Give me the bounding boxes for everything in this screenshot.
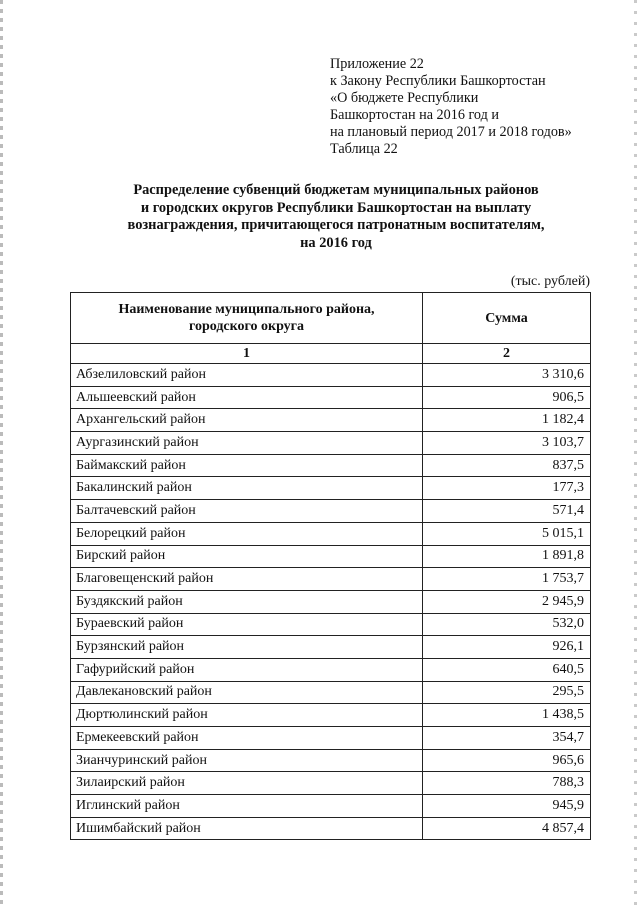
- district-name: Дюртюлинский район: [71, 704, 423, 727]
- district-sum: 1 182,4: [423, 409, 591, 432]
- scan-edge-right: [634, 0, 637, 905]
- district-name: Зианчуринский район: [71, 749, 423, 772]
- district-name: Балтачевский район: [71, 500, 423, 523]
- table-row: [71, 817, 591, 840]
- district-sum: 295,5: [423, 681, 591, 704]
- table-row: [71, 636, 591, 659]
- appendix-block: [330, 56, 630, 158]
- table-row: [71, 590, 591, 613]
- table-row: [71, 681, 591, 704]
- table-row: [71, 658, 591, 681]
- district-sum: 3 310,6: [423, 364, 591, 387]
- appendix-line: Таблица 22: [330, 141, 398, 157]
- table-row: [71, 386, 591, 409]
- district-sum: 532,0: [423, 613, 591, 636]
- district-sum: 4 857,4: [423, 817, 591, 840]
- district-name: Буздякский район: [71, 590, 423, 613]
- appendix-line: на плановый период 2017 и 2018 годов»: [330, 124, 572, 140]
- table-row: [71, 568, 591, 591]
- district-name: Белорецкий район: [71, 522, 423, 545]
- header-sum: Сумма: [423, 293, 591, 344]
- appendix-line: к Закону Республики Башкортостан: [330, 73, 546, 89]
- district-sum: 354,7: [423, 727, 591, 750]
- table-row: [71, 432, 591, 455]
- district-sum: 1 891,8: [423, 545, 591, 568]
- title-line: Распределение субвенций бюджетам муниципальных районов: [133, 182, 539, 198]
- table-row: [71, 727, 591, 750]
- table-row: [71, 613, 591, 636]
- header-name-line: Наименование муниципального района,: [118, 302, 375, 317]
- table-row: [71, 477, 591, 500]
- district-name: Бирский район: [71, 545, 423, 568]
- table-row: [71, 454, 591, 477]
- table-row: [71, 704, 591, 727]
- district-name: Благовещенский район: [71, 568, 423, 591]
- table-row: [71, 500, 591, 523]
- table-row: [71, 522, 591, 545]
- column-number: 2: [423, 344, 591, 364]
- header-name: [71, 293, 423, 344]
- document-title: [100, 182, 572, 252]
- district-sum: 1 438,5: [423, 704, 591, 727]
- title-line: и городских округов Республики Башкортостан на выплату: [140, 199, 532, 216]
- district-name: Бакалинский район: [71, 477, 423, 500]
- table-row: [71, 545, 591, 568]
- district-name: Давлекановский район: [71, 681, 423, 704]
- header-name-line: городского округа: [188, 319, 305, 334]
- scan-edge-left: [0, 0, 3, 905]
- table-body: [71, 344, 591, 840]
- district-sum: 945,9: [423, 795, 591, 818]
- district-sum: 2 945,9: [423, 590, 591, 613]
- district-sum: 926,1: [423, 636, 591, 659]
- district-sum: 571,4: [423, 500, 591, 523]
- district-name: Бурзянский район: [71, 636, 423, 659]
- district-name: Аургазинский район: [71, 432, 423, 455]
- district-name: Иглинский район: [71, 795, 423, 818]
- district-name: Абзелиловский район: [71, 364, 423, 387]
- table-row: [71, 749, 591, 772]
- district-name: Гафурийский район: [71, 658, 423, 681]
- district-name: Бураевский район: [71, 613, 423, 636]
- appendix-line: Башкортостан на 2016 год и: [330, 107, 499, 123]
- table-header-row: [71, 293, 591, 344]
- title-line: вознаграждения, причитающегося патронатным воспитателям,: [127, 217, 545, 233]
- table-row: [71, 364, 591, 387]
- district-name: Архангельский район: [71, 409, 423, 432]
- district-sum: 640,5: [423, 658, 591, 681]
- table-row: [71, 772, 591, 795]
- district-name: Баймакский район: [71, 454, 423, 477]
- units-note: (тыс. рублей): [510, 274, 590, 289]
- table-row: [71, 409, 591, 432]
- column-number-row: [71, 344, 591, 364]
- district-name: Альшеевский район: [71, 386, 423, 409]
- appendix-line: «О бюджете Республики: [330, 90, 479, 106]
- district-name: Ишимбайский район: [71, 817, 423, 840]
- district-sum: 906,5: [423, 386, 591, 409]
- district-sum: 1 753,7: [423, 568, 591, 591]
- district-sum: 3 103,7: [423, 432, 591, 455]
- title-line: на 2016 год: [300, 234, 372, 251]
- district-sum: 5 015,1: [423, 522, 591, 545]
- district-sum: 837,5: [423, 454, 591, 477]
- district-name: Зилаирский район: [71, 772, 423, 795]
- district-sum: 788,3: [423, 772, 591, 795]
- district-name: Ермекеевский район: [71, 727, 423, 750]
- district-sum: 965,6: [423, 749, 591, 772]
- subvention-table: [70, 292, 591, 840]
- appendix-line: Приложение 22: [330, 56, 424, 72]
- column-number: 1: [71, 344, 423, 364]
- district-sum: 177,3: [423, 477, 591, 500]
- table-row: [71, 795, 591, 818]
